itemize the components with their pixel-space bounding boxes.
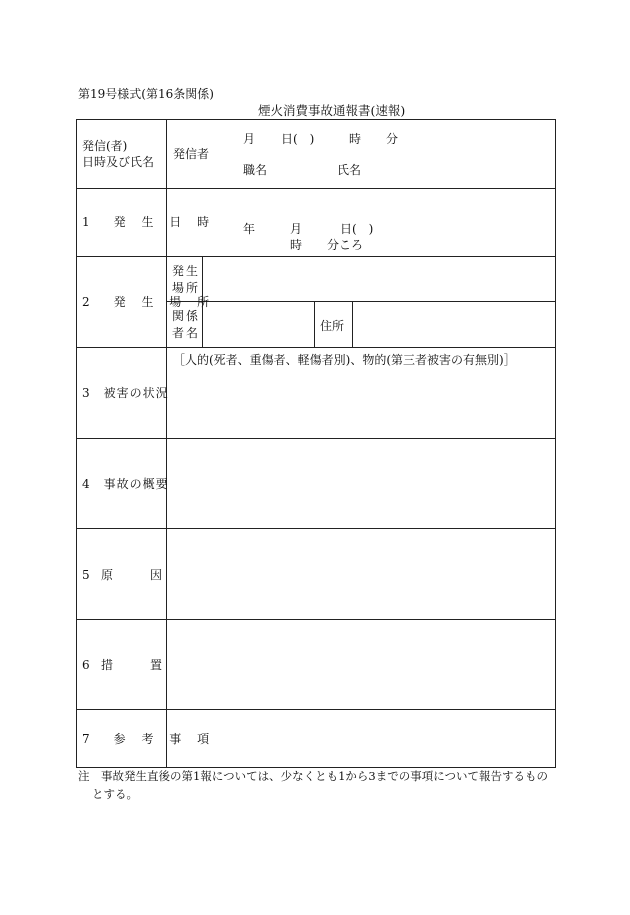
occurrence-day: 日( )	[340, 222, 374, 236]
row-divider	[76, 619, 556, 620]
sender-label-line1: 発信(者)	[82, 139, 128, 153]
sent-day: 日( )	[281, 132, 315, 146]
form-number: 第19号様式(第16条関係)	[78, 87, 214, 101]
footnote-line2: とする。	[92, 787, 138, 801]
measures-label-char2: 置	[150, 658, 163, 672]
occurrence-minute: 分ころ	[327, 238, 364, 252]
measures-label-number: 6	[82, 658, 90, 672]
sender-label-line2: 日時及び氏名	[82, 155, 155, 169]
measures-label-char1: 措	[101, 658, 114, 672]
row-divider	[76, 347, 556, 348]
damage-status-label: 3 被害の状況	[82, 386, 169, 400]
address-divider	[314, 301, 315, 347]
place-sublabel-line2: 場所	[172, 281, 201, 295]
row-divider	[166, 301, 556, 302]
party-sublabel-line1: 関係	[172, 309, 201, 323]
cause-label-char1: 原	[101, 568, 114, 582]
cause-label-number: 5	[82, 568, 90, 582]
footnote-line1: 注 事故発生直後の第1報については、少なくとも1から3までの事項について報告するもの	[78, 769, 548, 783]
occurrence-year: 年	[243, 222, 256, 236]
damage-status-note: ［人的(死者、重傷者、軽傷者別)、物的(第三者被害の有無別)］	[173, 353, 516, 367]
sent-month: 月	[243, 132, 256, 146]
row-divider	[76, 256, 556, 257]
sent-hour: 時	[349, 132, 362, 146]
row-divider	[76, 709, 556, 710]
sent-minute: 分	[386, 132, 399, 146]
cause-label-char2: 因	[150, 568, 163, 582]
row-divider	[76, 438, 556, 439]
occurrence-date-label: 1 発 生 日 時	[82, 215, 216, 229]
address-label: 住所	[320, 319, 345, 333]
party-sublabel-line2: 者名	[172, 326, 201, 340]
occurrence-hour: 時	[290, 238, 303, 252]
place-sublabel-line1: 発生	[172, 264, 201, 278]
accident-overview-label: 4 事故の概要	[82, 477, 169, 491]
row-divider	[76, 188, 556, 189]
occurrence-place-label: 2 発 生 場 所	[82, 295, 216, 309]
position-label: 職名	[243, 163, 268, 177]
form-title: 煙火消費事故通報書(速報)	[258, 103, 406, 118]
address-divider	[352, 301, 353, 347]
name-label: 氏名	[337, 163, 362, 177]
occurrence-month: 月	[290, 222, 303, 236]
row-divider	[76, 528, 556, 529]
reference-items-label: 7 参 考 事 項	[82, 732, 216, 746]
sender-field-label: 発信者	[173, 147, 210, 161]
